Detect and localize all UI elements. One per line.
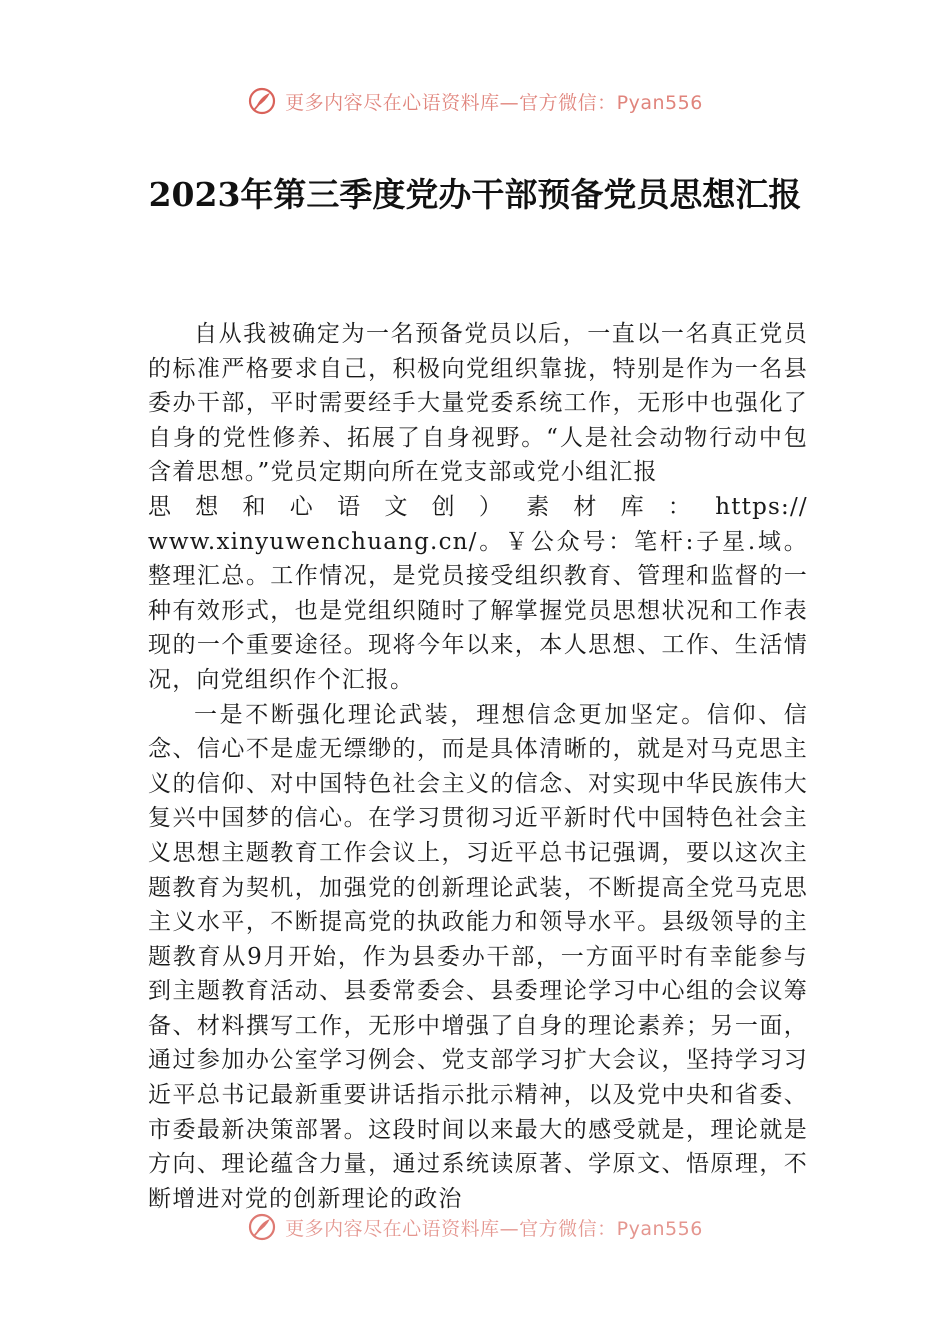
paragraph-2: 一是不断强化理论武装，理想信念更加坚定。信仰、信念、信心不是虚无缥缈的，而是具体清晰的，就是对马克思主义的信仰、对中国特色社会主义的信念、对实现中华民族伟大复兴中国梦的信心。在学习贯彻习近平新时代中国特色社会主义思想主题教育工作会议上，习近平总书记强调，要以这次主题教育为契机，加强党的创新理论武装，不断提高全党马克思主义水平，不断提高党的执政能力和领导水平。县级领导的主题教育从9月开始，作为县委办干部，一方面平时有幸能参与到主题教育活动、县委常委会、县委理论学习中心组的会议筹备、材料撰写工作，无形中增强了自身的理论素养；另一面，通过参加办公室学习例会、党支部学习扩大会议，坚持学习习近平总书记最新重要讲话指示批示精神，以及党中央和省委、市委最新决策部署。这段时间以来最大的感受就是，理论就是方向、理论蕴含力量，通过系统读原著、学原文、悟原理，不断增进对党的创新理论的政治 <box>148 701 808 1212</box>
paragraph-1-start: 自从我被确定为一名预备党员以后，一直以一名真正党员的标准严格要求自己，积极向党组织靠拢，特别是作为一名县委办干部，平时需要经手大量党委系统工作，无形中也强化了自身的党性修养、拓展了自身视野。“人是社会动物行动中包含着思想。”党员定期向所在党支部或党小组汇报 <box>148 321 808 486</box>
spread-char: 心 <box>289 493 314 520</box>
document-body <box>148 317 808 1216</box>
quill-logo-icon <box>247 1212 277 1242</box>
spread-char: 库 <box>620 493 645 520</box>
spread-char: ： <box>667 493 693 520</box>
footer-watermark <box>0 1212 950 1242</box>
document-title: 2023年第三季度党办干部预备党员思想汇报 <box>148 175 802 214</box>
spread-char: 和 <box>242 493 267 520</box>
spread-char: 素 <box>526 493 551 520</box>
header-watermark <box>0 86 950 116</box>
spread-char: 创 <box>431 493 456 520</box>
paragraph-1-end: www.xinyuwenchuang.cn/。￥公众号：笔杆:子星.域。整理汇总。工作情况，是党员接受组织教育、管理和监督的一种有效形式，也是党组织随时了解掌握党员思想状况和工作表现的一个重要途径。现将今年以来，本人思想、工作、生活情况，向党组织作个汇报。 <box>148 528 808 693</box>
spread-url: https:// <box>715 493 808 520</box>
spread-char: 思 <box>148 493 173 520</box>
spread-line <box>148 490 808 525</box>
watermark-text: 更多内容尽在心语资料库—官方微信：Pyan556 <box>285 1217 703 1240</box>
spread-char: 材 <box>573 493 598 520</box>
spread-char: 文 <box>384 493 409 520</box>
spread-char: ） <box>478 493 504 520</box>
spread-char: 语 <box>337 493 362 520</box>
watermark-text: 更多内容尽在心语资料库—官方微信：Pyan556 <box>285 91 703 114</box>
quill-logo-icon <box>247 86 277 116</box>
spread-char: 想 <box>195 493 220 520</box>
